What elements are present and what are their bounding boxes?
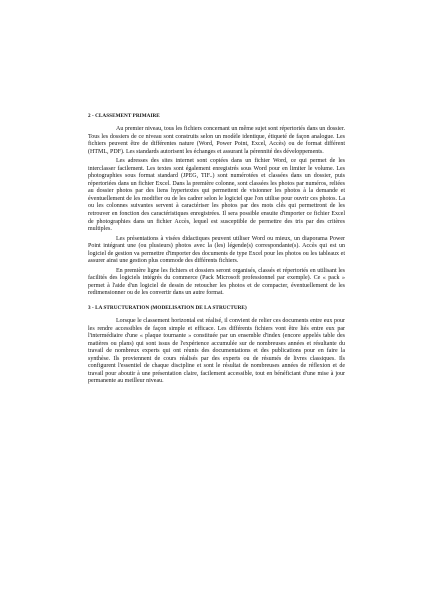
paragraph: Les adresses des sites internet sont copiées dans un fichier Word, ce qui permet de les interclasser facilement. Les textes sont également enregistrés sous Word pour en limiter le volume. Les photographies sous format standard (JPEG, TIF..) sont numérotées et classées dans un dossier, puis répertoriées dans un fichier Excel. Dans la première colonne, sont classées les photos par numéros, reliées au dossier photos par des liens hypertextes qui permettent de visionner les photos à la demande et éventuellement de les modifier ou de les cadrer selon le logiciel que l'on utilise pour ouvrir ces photos. La ou les colonnes suivantes servent à caractériser les photos par des mots clés qui permettront de les retrouver en fonction des caractéristiques enregistrées. Il sera possible ensuite d'importer ce fichier Excel de photographies dans un fichier Accès, lequel est susceptible de permettre des tris par des critères multiples. — [88, 158, 345, 233]
paragraph: Lorsque le classement horizontal est réalisé, il convient de relier ces documents entre eux pour les rendre accessibles de façon simple et efficace. Les différents fichiers vont être liés entre eux par l'intermédiaire d'une « plaque tournante » constituée par un ensemble d'index (encore appelés table des matières ou plans) qui sont issus de l'expérience accumulée sur de nombreuses années et résultante du travail de nombreux experts qui ont réunis des documentations et des publications pour en faire la synthèse. Ils proviennent de cours réalisés par des experts ou de résumés de livres classiques. Ils configurent l'essentiel de chaque discipline et sont le résultat de nombreuses années de réflexion et de travail pour aboutir à une présentation claire, facilement accessible, tout en bénéficiant d'une mise à jour permanente au meilleur niveau. — [88, 318, 345, 385]
paragraph: Au premier niveau, tous les fichiers concernant un même sujet sont répertoriés dans un dossier. Tous les dossiers de ce niveau sont construits selon un modèle identique, étiqueté de façon analogue. Les fichiers peuvent être de différentes nature (Word, Power Point, Excel, Accès) ou de format différent (HTML, PDF). Les standards autorisent les échanges et assurant la pérennité des développements. — [88, 126, 345, 155]
document-body — [88, 113, 345, 388]
section-heading-structuration: 3 - LA STRUCTURATION (MODELISATION DE LA STRUCTURE) — [88, 305, 247, 312]
section-heading-classement-primaire: 2 - CLASSEMENT PRIMAIRE — [88, 113, 160, 119]
paragraph: En première ligne les fichiers et dossiers seront organisés, classés et répertoriés en utilisant les facilités des logiciels intégrés du commerce (Pack Microsoft professionnel par exemple). Ce « pack » permet à l'aide d'un logiciel de dessin de retoucher les photos et de compacter, éventuellement de les redimensionner ou de les convertir dans un autre format. — [88, 267, 345, 297]
paragraph: Les présentations à visées didactiques peuvent utiliser Word ou mieux, un diaporama Power Point intégrant une (ou plusieurs) photos avec la (les) légende(s) correspondante(s). Accès qui est un logiciel de gestion va permettre d'importer des documents de type Excel pour les photos ou les tableaux et assurer ainsi une gestion plus commode des différents fichiers. — [88, 235, 345, 265]
